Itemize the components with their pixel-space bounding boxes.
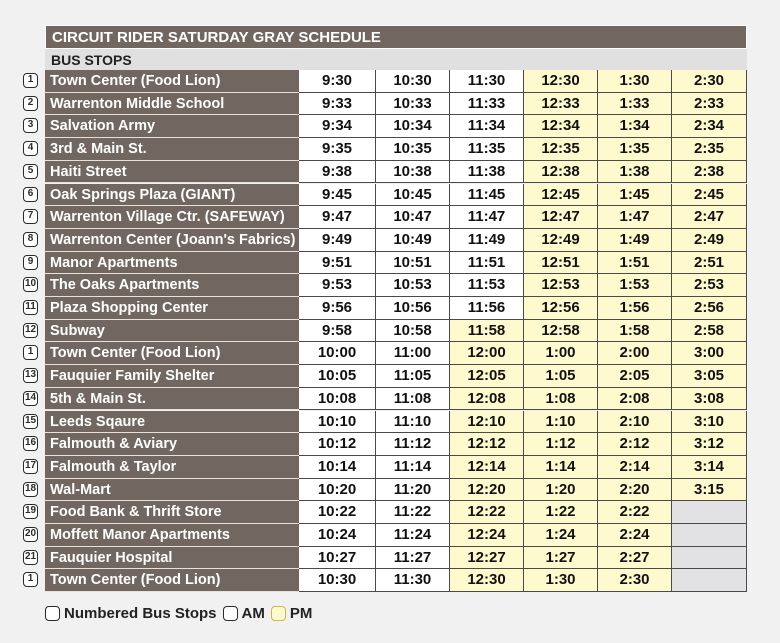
table-row [0, 252, 780, 275]
pm-swatch-icon [271, 606, 286, 621]
time-cell: 1:00 [524, 342, 598, 365]
table-row [0, 206, 780, 229]
stop-name: 5th & Main St. [45, 388, 299, 411]
time-cell: 10:33 [376, 93, 450, 116]
stop-name: Food Bank & Thrift Store [45, 501, 299, 524]
time-cell: 2:14 [598, 456, 672, 479]
time-cell: 1:08 [524, 388, 598, 411]
time-cell: 2:27 [598, 547, 672, 570]
time-cell: 11:14 [376, 456, 450, 479]
time-cell: 11:45 [450, 184, 524, 207]
time-cell: 1:20 [524, 479, 598, 502]
time-cell: 9:45 [299, 184, 376, 207]
table-row [0, 115, 780, 138]
time-cell [672, 569, 747, 592]
stop-name: Falmouth & Taylor [45, 456, 299, 479]
table-row [0, 93, 780, 116]
time-cell: 1:53 [598, 274, 672, 297]
time-cell: 11:27 [376, 547, 450, 570]
time-cell: 1:35 [598, 138, 672, 161]
time-cell: 12:05 [450, 365, 524, 388]
table-row [0, 479, 780, 502]
stop-name: Fauquier Hospital [45, 547, 299, 570]
time-cell: 12:53 [524, 274, 598, 297]
stop-name: Moffett Manor Apartments [45, 524, 299, 547]
time-cell: 1:22 [524, 501, 598, 524]
time-cell: 11:34 [450, 115, 524, 138]
time-cell: 10:20 [299, 479, 376, 502]
stop-number-badge: 2 [23, 96, 38, 111]
time-cell: 11:10 [376, 411, 450, 434]
time-cell: 9:30 [299, 70, 376, 93]
stop-number-badge: 20 [23, 527, 38, 542]
time-cell: 9:35 [299, 138, 376, 161]
time-cell: 2:45 [672, 184, 747, 207]
time-cell [672, 547, 747, 570]
legend-numbered-stops [45, 605, 217, 622]
time-cell: 11:22 [376, 501, 450, 524]
table-row [0, 138, 780, 161]
time-cell: 3:10 [672, 411, 747, 434]
stop-name: Oak Springs Plaza (GIANT) [45, 184, 299, 207]
stop-name: The Oaks Apartments [45, 274, 299, 297]
table-row [0, 274, 780, 297]
time-cell: 2:08 [598, 388, 672, 411]
stop-name: Leeds Sqaure [45, 411, 299, 434]
time-cell: 11:30 [450, 70, 524, 93]
stop-name: Fauquier Family Shelter [45, 365, 299, 388]
time-cell: 10:47 [376, 206, 450, 229]
stop-number-badge: 13 [23, 368, 38, 383]
stop-number-badge: 3 [23, 118, 38, 133]
table-row [0, 411, 780, 434]
time-cell: 10:08 [299, 388, 376, 411]
time-cell [672, 524, 747, 547]
time-cell: 1:51 [598, 252, 672, 275]
stop-number-badge: 15 [23, 414, 38, 429]
stop-number-badge: 1 [23, 572, 38, 587]
time-cell: 1:30 [598, 70, 672, 93]
time-cell: 10:38 [376, 161, 450, 184]
time-cell: 10:24 [299, 524, 376, 547]
stop-number-badge: 1 [23, 345, 38, 360]
stop-number-badge: 7 [23, 209, 38, 224]
time-cell: 2:53 [672, 274, 747, 297]
time-cell: 1:45 [598, 184, 672, 207]
time-cell: 11:12 [376, 433, 450, 456]
stop-number-badge: 9 [23, 255, 38, 270]
schedule-title: CIRCUIT RIDER SATURDAY GRAY SCHEDULE [45, 25, 747, 48]
time-cell: 2:58 [672, 320, 747, 343]
time-cell: 10:30 [299, 569, 376, 592]
time-cell: 11:47 [450, 206, 524, 229]
time-cell: 10:56 [376, 297, 450, 320]
stop-number-badge: 11 [23, 300, 38, 315]
time-cell: 2:51 [672, 252, 747, 275]
time-cell: 12:24 [450, 524, 524, 547]
time-cell: 12:12 [450, 433, 524, 456]
time-cell: 12:30 [524, 70, 598, 93]
table-row [0, 524, 780, 547]
time-cell: 12:00 [450, 342, 524, 365]
time-cell: 11:56 [450, 297, 524, 320]
time-cell: 3:14 [672, 456, 747, 479]
time-cell: 10:12 [299, 433, 376, 456]
time-cell: 9:51 [299, 252, 376, 275]
time-cell: 11:53 [450, 274, 524, 297]
table-row [0, 456, 780, 479]
stop-number-badge: 21 [23, 550, 38, 565]
time-cell: 3:00 [672, 342, 747, 365]
stop-number-badge: 4 [23, 141, 38, 156]
stop-name: Salvation Army [45, 115, 299, 138]
time-cell: 11:33 [450, 93, 524, 116]
time-cell: 12:35 [524, 138, 598, 161]
time-cell: 10:14 [299, 456, 376, 479]
stop-name: Warrenton Middle School [45, 93, 299, 116]
time-cell: 1:12 [524, 433, 598, 456]
stop-number-badge: 6 [23, 187, 38, 202]
time-cell: 9:34 [299, 115, 376, 138]
time-cell: 12:51 [524, 252, 598, 275]
time-cell: 9:53 [299, 274, 376, 297]
time-cell: 12:38 [524, 161, 598, 184]
time-cell: 10:34 [376, 115, 450, 138]
time-cell: 11:38 [450, 161, 524, 184]
stop-number-badge: 14 [23, 391, 38, 406]
stop-number-badge: 16 [23, 436, 38, 451]
time-cell: 12:10 [450, 411, 524, 434]
time-cell: 2:30 [672, 70, 747, 93]
time-cell: 1:14 [524, 456, 598, 479]
stop-name: Plaza Shopping Center [45, 297, 299, 320]
stop-name: Haiti Street [45, 161, 299, 184]
table-row [0, 342, 780, 365]
time-cell: 2:30 [598, 569, 672, 592]
table-row [0, 161, 780, 184]
time-cell: 10:22 [299, 501, 376, 524]
table-row [0, 297, 780, 320]
time-cell: 10:35 [376, 138, 450, 161]
table-row [0, 388, 780, 411]
time-cell: 12:58 [524, 320, 598, 343]
time-cell: 11:49 [450, 229, 524, 252]
table-row [0, 320, 780, 343]
time-cell: 3:12 [672, 433, 747, 456]
time-cell: 1:27 [524, 547, 598, 570]
time-cell: 2:38 [672, 161, 747, 184]
time-cell: 2:20 [598, 479, 672, 502]
time-cell: 2:10 [598, 411, 672, 434]
time-cell: 11:51 [450, 252, 524, 275]
table-row [0, 501, 780, 524]
time-cell: 2:47 [672, 206, 747, 229]
stop-name: Falmouth & Aviary [45, 433, 299, 456]
time-cell: 10:53 [376, 274, 450, 297]
time-cell: 2:05 [598, 365, 672, 388]
time-cell: 12:56 [524, 297, 598, 320]
stop-number-badge: 12 [23, 323, 38, 338]
legend-am [223, 605, 265, 622]
time-cell: 1:58 [598, 320, 672, 343]
stop-name: Warrenton Center (Joann's Fabrics) [45, 229, 299, 252]
time-cell: 11:30 [376, 569, 450, 592]
time-cell: 2:33 [672, 93, 747, 116]
legend-stops-label: Numbered Bus Stops [64, 604, 217, 622]
legend-am-label: AM [241, 604, 265, 622]
time-cell: 1:05 [524, 365, 598, 388]
stop-number-badge: 17 [23, 459, 38, 474]
time-cell: 1:24 [524, 524, 598, 547]
time-cell: 3:15 [672, 479, 747, 502]
stop-number-badge: 8 [23, 232, 38, 247]
stop-name: Subway [45, 320, 299, 343]
time-cell: 2:35 [672, 138, 747, 161]
time-cell: 10:45 [376, 184, 450, 207]
time-cell: 10:05 [299, 365, 376, 388]
time-cell: 11:20 [376, 479, 450, 502]
time-cell: 3:05 [672, 365, 747, 388]
time-cell: 11:08 [376, 388, 450, 411]
time-cell: 9:38 [299, 161, 376, 184]
time-cell: 9:58 [299, 320, 376, 343]
time-cell: 10:27 [299, 547, 376, 570]
time-cell: 12:20 [450, 479, 524, 502]
am-swatch-icon [223, 606, 238, 621]
time-cell: 2:22 [598, 501, 672, 524]
time-cell: 12:47 [524, 206, 598, 229]
time-cell: 9:33 [299, 93, 376, 116]
time-cell: 12:08 [450, 388, 524, 411]
table-row [0, 70, 780, 93]
time-cell: 2:56 [672, 297, 747, 320]
time-cell: 10:30 [376, 70, 450, 93]
time-cell: 9:49 [299, 229, 376, 252]
time-cell: 12:22 [450, 501, 524, 524]
time-cell: 1:30 [524, 569, 598, 592]
table-row [0, 569, 780, 592]
time-cell: 1:38 [598, 161, 672, 184]
time-cell: 1:56 [598, 297, 672, 320]
legend [45, 602, 318, 624]
stop-name: Warrenton Village Ctr. (SAFEWAY) [45, 206, 299, 229]
time-cell: 2:00 [598, 342, 672, 365]
time-cell: 2:24 [598, 524, 672, 547]
stop-name: Wal-Mart [45, 479, 299, 502]
time-cell: 9:56 [299, 297, 376, 320]
time-cell: 9:47 [299, 206, 376, 229]
table-row [0, 184, 780, 207]
time-cell: 2:34 [672, 115, 747, 138]
numbered-stop-icon [45, 606, 60, 621]
time-cell: 10:58 [376, 320, 450, 343]
stop-name: 3rd & Main St. [45, 138, 299, 161]
time-cell: 1:33 [598, 93, 672, 116]
time-cell: 11:58 [450, 320, 524, 343]
stop-name: Manor Apartments [45, 252, 299, 275]
stop-name: Town Center (Food Lion) [45, 569, 299, 592]
time-cell: 1:49 [598, 229, 672, 252]
stop-name: Town Center (Food Lion) [45, 70, 299, 93]
time-cell: 2:12 [598, 433, 672, 456]
time-cell: 12:33 [524, 93, 598, 116]
time-cell: 2:49 [672, 229, 747, 252]
stop-number-badge: 1 [23, 73, 38, 88]
stop-number-badge: 19 [23, 504, 38, 519]
stop-name: Town Center (Food Lion) [45, 342, 299, 365]
time-cell: 10:10 [299, 411, 376, 434]
time-cell: 11:05 [376, 365, 450, 388]
stop-number-badge: 5 [23, 164, 38, 179]
time-cell: 10:00 [299, 342, 376, 365]
bus-stops-header: BUS STOPS [45, 48, 747, 70]
time-cell: 1:47 [598, 206, 672, 229]
table-row [0, 433, 780, 456]
stop-number-badge: 10 [23, 277, 38, 292]
table-row [0, 547, 780, 570]
time-cell: 12:27 [450, 547, 524, 570]
time-cell [672, 501, 747, 524]
time-cell: 12:45 [524, 184, 598, 207]
time-cell: 12:14 [450, 456, 524, 479]
time-cell: 11:00 [376, 342, 450, 365]
table-row [0, 229, 780, 252]
time-cell: 10:49 [376, 229, 450, 252]
time-cell: 1:34 [598, 115, 672, 138]
stop-number-badge: 18 [23, 482, 38, 497]
time-cell: 12:30 [450, 569, 524, 592]
time-cell: 12:49 [524, 229, 598, 252]
time-cell: 11:24 [376, 524, 450, 547]
table-row [0, 365, 780, 388]
time-cell: 10:51 [376, 252, 450, 275]
time-cell: 12:34 [524, 115, 598, 138]
time-cell: 3:08 [672, 388, 747, 411]
time-cell: 1:10 [524, 411, 598, 434]
legend-pm [271, 605, 313, 622]
time-cell: 11:35 [450, 138, 524, 161]
legend-pm-label: PM [289, 604, 313, 622]
